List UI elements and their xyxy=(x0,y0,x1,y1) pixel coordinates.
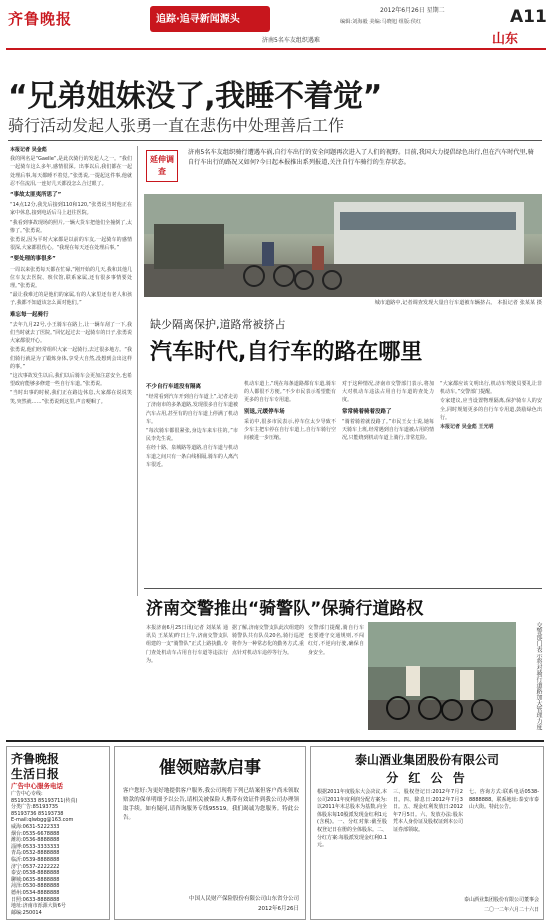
region-label: 山东 xyxy=(492,32,519,47)
editor-box xyxy=(144,146,542,190)
police-column-b xyxy=(232,624,304,732)
lead-subhead: 难忘每一起骑行 xyxy=(10,311,49,318)
bike-kicker: 缺少隔离保护,道路常被挤占 xyxy=(150,318,286,331)
bike-column-a xyxy=(146,380,238,580)
bike-headline: 汽车时代,自行车的路在哪里 xyxy=(150,340,423,365)
police-headline: 济南交警推出“骑警队”保骑行道路权 xyxy=(146,599,424,619)
bike-paragraph: “大家都应该文明出行,机动车驾驶员要礼让非机动车。”交警部门提醒。 xyxy=(440,381,542,396)
police-column-a xyxy=(146,624,228,732)
lead-paragraph: “我看到事故现场的照片,一辆大货车把他们全撞倒了,太惨了。”张勇说。 xyxy=(10,219,132,234)
lead-paragraph: 张勇说,因为平时大家都是以前的车友,一起骑车的感情很深,大家都很伤心。“我现在每天还在处理后事。” xyxy=(10,237,132,252)
police-paragraph: 本报济南6月25日讯(记者 刘某某 通讯员 王某某)昨日上午,济南交警支队组建的一支“骑警队”正式上路执勤,专门查处机动车占用自行车道等违法行为。 xyxy=(146,625,228,664)
banner-text: 追踪·追寻新闻源头 xyxy=(156,14,240,25)
ad-line: 济宁:0537-2222222 xyxy=(11,863,60,870)
ad-line: 85193333 85193711(传真) xyxy=(11,797,78,804)
ad-line: 广告中心专线: xyxy=(11,791,43,797)
ad-left-title1: 齐鲁晚报 xyxy=(11,752,60,766)
bike-paragraph: 机动车道上,“现在每条道路都有车道,骑车的人都很不方便。”不少市民表示希望能有更多的自行车专用道。 xyxy=(244,381,336,404)
ad-company xyxy=(310,746,544,920)
bike-paragraph: “骑着骑着就没路了。”市民王女士说,她每天骑车上班,经常遇到自行车道被占用的情况,只能绕到机动车道上骑行,非常危险。 xyxy=(342,418,434,442)
lead-paragraph: 一周以来张勇每天都在忙碌,“刚开始的几天,我和其他几位车友去医院、殡仪馆,联系家属,还有很多事情要处理。”张勇说。 xyxy=(10,266,132,290)
bike-paragraph: 在经十路、泉城路等道路,自行车道与机动车道之间只有一条白线相隔,骑车的人离汽车很近。 xyxy=(146,445,238,468)
editor-line: 编辑:刘海毅 美编:马晓旭 组版:侯红 xyxy=(340,19,422,25)
bike-paragraph: 对于这种情况,济南市交警部门表示,将加大对机动车违法占用自行车道的查处力度。 xyxy=(342,381,434,404)
ad-line: 临沂:0539-8888888 xyxy=(11,856,60,863)
ad-company-body-c: 七、咨询方式:联系电话0538-8888888。联系地址:泰安市泰山大街。特此公告。 xyxy=(469,789,539,811)
editor-box-text: 济南5名车友组织骑行遭遇车祸,自行车出行的安全问题再次进入了人们的视野。目前,我国大力提倡绿色出行,但在汽车时代里,骑自行车出行的路况又如何?今日起本报推出系列报道,关注自行车骑行的生存状态。 xyxy=(188,149,534,166)
ad-notice-title: 催领赔款启事 xyxy=(159,758,261,778)
ad-line: 威海:0631-5222333 xyxy=(11,823,60,830)
ad-notice-date: 2012年6月26日 xyxy=(258,906,299,912)
ad-line: 潍坊:0536-8888888 xyxy=(11,837,60,844)
ad-line: 85193736 85193738 xyxy=(11,810,64,817)
lead-paragraph: “这次事故发生以后,我们以后骑车会更加注意安全,也希望政府能够多修建一些自行车道。”张勇说。 xyxy=(10,373,132,388)
lead-column-1 xyxy=(10,146,132,591)
lead-photo-caption: 城市道路中,记者调查发现大量自行车道被车辆挤占。 本报记者 张某某 摄 xyxy=(374,300,542,306)
bike-subhead: 别退,元缓停车场 xyxy=(244,408,285,415)
bike-paragraph: 采访中,很多市民表示,停车位太少导致不少车主把车停在自行车道上,自行车骑行空间被进一步压缩。 xyxy=(244,418,336,442)
bike-paragraph: “每次骑车都很紧张,身边车来车往的。”市民李先生说。 xyxy=(146,428,238,443)
editor-box-tag: 延伸调查 xyxy=(146,150,178,182)
lead-headline: “兄弟姐妹没了,我睡不着觉” xyxy=(8,79,382,114)
ad-line: 日照:0633-8888888 xyxy=(11,896,60,903)
masthead xyxy=(0,0,550,52)
ad-company-body-a: 根据2011年度股东大会决议,本公司2011年度利润分配方案为:以2011年末总股本为基数,向全体股东每10股派发现金红利1元(含税)。一、分红对象:截至股权登记日在册的全体股东。二、分红方案:每股派发现金红利0.1元。 xyxy=(317,789,388,849)
ad-line: 德州:0534-8888888 xyxy=(11,889,60,896)
lead-paragraph: “最让我难过的是他们的家属,有的人家里还有老人和孩子,我都不知道该怎么面对他们。” xyxy=(10,292,132,307)
lead-photo xyxy=(144,194,542,297)
bike-subhead: 不少自行车道没有隔离 xyxy=(146,384,202,390)
ad-notice-body: 客户您好:为更好地提供客户服务,我公司现将下列已结案但客户尚未领取赔款的保单明细予以公告,请相关被保险人携带有效证件到我公司办理领取手续。如有疑问,请咨询服务专线95519。我们竭诚为您服务。特此公告。 xyxy=(123,788,299,821)
police-top-rule xyxy=(144,588,542,589)
ad-left-title2: 生活日报 xyxy=(11,767,60,781)
ad-line: 聊城:0635-8888888 xyxy=(11,876,60,883)
bike-police-image xyxy=(368,622,516,730)
lead-subhead: “事故太匪夷所思了” xyxy=(10,192,62,199)
ad-line: 烟台:0535-6678888 xyxy=(11,830,60,837)
ads-top-rule xyxy=(6,740,544,742)
ad-line: 地址:济南市泺源大街6号 xyxy=(11,903,66,910)
lead-subheadline: 骑行活动发起人张勇一直在悲伤中处理善后工作 xyxy=(8,116,345,135)
bike-paragraph: 专家建议,应当设置物理隔离,保护骑车人的安全,同时规划更多的自行车专用道,鼓励绿色出行。 xyxy=(440,398,542,421)
ad-company-subtitle: 分 红 公 告 xyxy=(386,771,468,785)
lead-paragraph: “当时出事的时候,我们正在路边休息,大家都在说说笑笑,突然就……”张勇说到这里,声音哽咽了。 xyxy=(10,390,132,405)
story-tag: 济南5名车友组织遇难 xyxy=(262,37,320,44)
ad-line: 泰安:0538-8888888 xyxy=(11,870,60,877)
paper-logo: 齐鲁晚报 xyxy=(8,10,73,28)
lead-byline: 本报记者 吴金彪 xyxy=(10,147,47,153)
police-paragraph: 据了解,济南交警支队此次组建的骑警队共有队员20名,骑行巡逻将作为一种常态化的勤务方式,重点针对机动车违停等行为。 xyxy=(232,625,304,656)
masthead-rule xyxy=(6,48,546,50)
lead-rule xyxy=(8,140,542,141)
ad-line: 菏泽:0530-8888888 xyxy=(11,883,60,890)
police-column-c xyxy=(308,624,364,732)
ad-company-title: 泰山酒业集团股份有限公司 xyxy=(354,753,499,767)
ad-left-lines xyxy=(11,791,109,916)
lead-subhead: “要处理的事很多” xyxy=(10,256,56,263)
column-divider xyxy=(137,146,138,596)
bike-column-b xyxy=(244,380,336,580)
ad-notice-signature: 中国人民财产保险股份有限公司山东省分公司 xyxy=(188,896,299,902)
bike-column-d xyxy=(440,380,542,580)
lead-paragraph: 张勇说,他们经常组织大家一起骑行,去过很多地方。“我们骑行就是为了锻炼身体,享受大自然,没想到会出这样的事。” xyxy=(10,347,132,370)
section-banner xyxy=(150,6,270,32)
ad-company-body-b: 三、股权登记日:2012年7月2日。四、除息日:2012年7月3日。五、现金红利发放日:2012年7月5日。六、发放办法:股东凭本人身份证及股权证到本公司证券部领取。 xyxy=(393,789,464,833)
ad-line: 邮编:250014 xyxy=(11,909,42,916)
police-photo xyxy=(368,622,516,730)
lead-paragraph: “14点12分,我先后接到110和120,”张勇说当时他正在家中休息,接到电话后马上赶往医院。 xyxy=(10,202,132,217)
lead-paragraph: “去年九月22号,小王骑车在路上,让一辆车刮了一下,我们当时就去了医院。”回忆起过去一起骑车的日子,张勇说大家都很开心。 xyxy=(10,321,132,345)
bike-paragraph: “经常看到汽车开到自行车道上”,记者走访了济南市的多条道路,发现很多自行车道被汽车占用,甚至有的自行车道上停满了机动车。 xyxy=(146,394,238,425)
page-number: A11 xyxy=(510,7,547,27)
ad-company-signature: 泰山酒业集团股份有限公司董事会 xyxy=(463,897,539,903)
ad-notice xyxy=(114,746,306,920)
ad-line: E-mail:qlwbgg@163.com xyxy=(11,817,74,824)
police-sidebar: 交警部门表示将对骑行道路加大管理力度 xyxy=(535,622,542,730)
street-scene-image xyxy=(144,194,542,297)
ad-line: 分类广告:85193735 xyxy=(11,804,59,811)
ad-left xyxy=(6,746,110,920)
ad-left-title3: 广告中心服务电话 xyxy=(11,782,63,790)
ad-line: 青岛:0532-8888888 xyxy=(11,850,60,857)
bike-subhead: 常常骑着骑着没路了 xyxy=(342,408,392,415)
bike-paragraph: 本报记者 吴金彪 王光明 xyxy=(440,424,494,431)
police-paragraph: 交警部门提醒,骑自行车也要遵守交通规则,不闯红灯,不逆向行驶,确保自身安全。 xyxy=(308,625,364,656)
ad-line: 淄博:0533-3333333 xyxy=(11,843,60,850)
lead-paragraph: 我的网名是“Gaelle”,是此次骑行的发起人之一。“我们一起骑车这么多年,感情很深。出事以后,我们都在一起处理后事,每天都睡不着觉。”张勇说,一提起这件事,他就忍不住流泪,一连好几天都没怎么合过眼了。 xyxy=(10,156,132,187)
ad-company-date: 二〇一二年六月二十六日 xyxy=(483,907,539,913)
date-line: 2012年6月26日 星期二 xyxy=(380,7,445,14)
bike-column-c xyxy=(342,380,434,580)
